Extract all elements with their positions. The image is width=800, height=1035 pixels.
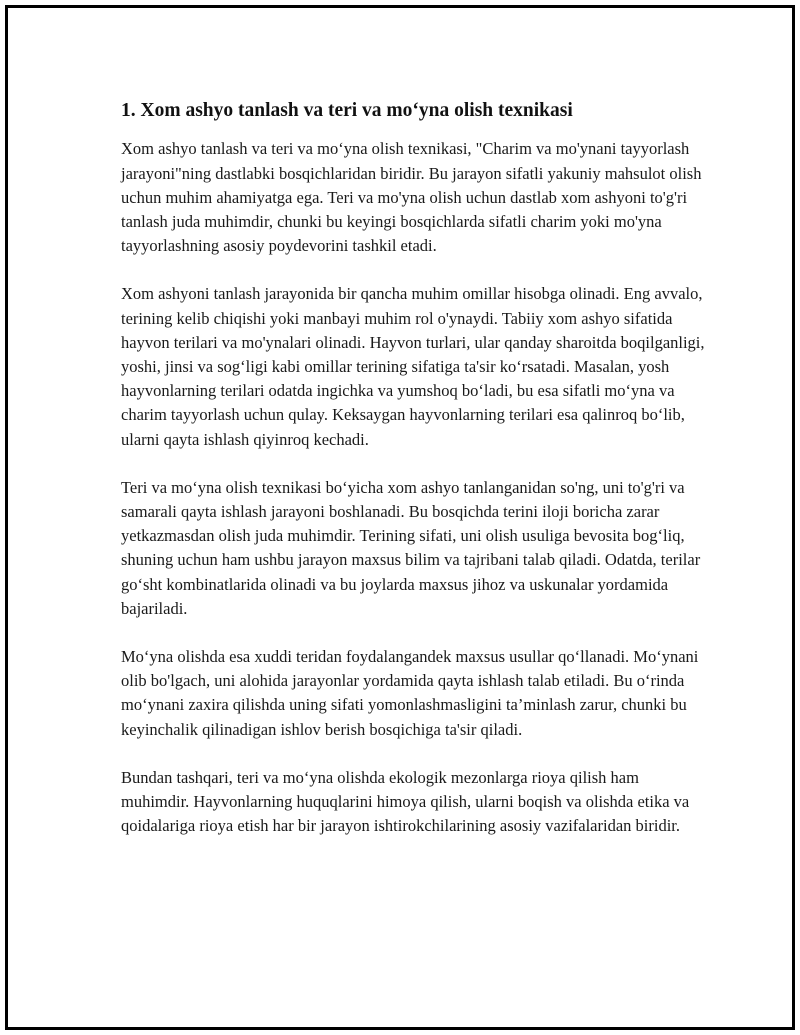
- section-heading: 1. Xom ashyo tanlash va teri va mo‘yna olish texnikasi: [121, 100, 573, 121]
- paragraph-2: Xom ashyoni tanlash jarayonida bir qancha muhim omillar hisobga olinadi. Eng avvalo, terining kelib chiqishi yoki manbayi muhim rol o'ynaydi. Tabiiy xom ashyo sifatida hayvon terilari va mo'ynalari olinadi. Hayvon turlari, ular qanday sharoitda boqilganligi, yoshi, jinsi va sog‘ligi kabi omillar terining sifatiga ta'sir ko‘rsatadi. Masalan, yosh hayvonlarning terilari odatda ingichka va yumshoq bo‘ladi, bu esa sifatli mo‘yna va charim tayyorlash uchun qulay. Keksaygan hayvonlarning terilari esa qalinroq bo‘lib, ularni qayta ishlash qiyinroq kechadi.: [121, 284, 705, 449]
- document-page: [5, 5, 795, 1030]
- paragraph-3: Teri va mo‘yna olish texnikasi bo‘yicha xom ashyo tanlanganidan so'ng, uni to'g'ri va samarali qayta ishlash jarayoni boshlanadi. Bu bosqichda terini iloji boricha zarar yetkazmasdan olish juda muhimdir. Terining sifati, uni olish usuliga bevosita bog‘liq, shuning uchun ham ushbu jarayon maxsus bilim va tajribani talab qiladi. Odatda, terilar go‘sht kombinatlarida olinadi va bu joylarda maxsus jihoz va uskunalar yordamida bajariladi.: [121, 477, 701, 618]
- paragraph-1: Xom ashyo tanlash va teri va mo‘yna olish texnikasi, "Charim va mo'ynani tayyorlash jarayoni"ning dastlabki bosqichlaridan biridir. Bu jarayon sifatli yakuniy mahsulot olish uchun muhim ahamiyatga ega. Teri va mo'yna olish uchun dastlab xom ashyoni to'g'ri tanlash juda muhimdir, chunki bu keyingi bosqichlarda sifatli charim yoki mo'yna tayyorlashning asosiy poydevorini tashkil etadi.: [121, 139, 702, 256]
- paragraph-4: Mo‘yna olishda esa xuddi teridan foydalangandek maxsus usullar qo‘llanadi. Mo‘ynani olib bo'lgach, uni alohida jarayonlar yordamida qayta ishlash talab etiladi. Bu o‘rinda mo‘ynani zaxira qilishda uning sifati yomonlashmasligini ta’minlash zarur, chunki bu keyinchalik qilinadigan ishlov berish bosqichiga ta'sir qiladi.: [121, 647, 699, 739]
- paragraph-5: Bundan tashqari, teri va mo‘yna olishda ekologik mezonlarga rioya qilish ham muhimdir. Hayvonlarning huquqlarini himoya qilish, ularni boqish va olishda etika va qoidalariga rioya etish har bir jarayon ishtirokchilarining asosiy vazifalaridan biridir.: [121, 767, 690, 836]
- document-body: [121, 98, 706, 862]
